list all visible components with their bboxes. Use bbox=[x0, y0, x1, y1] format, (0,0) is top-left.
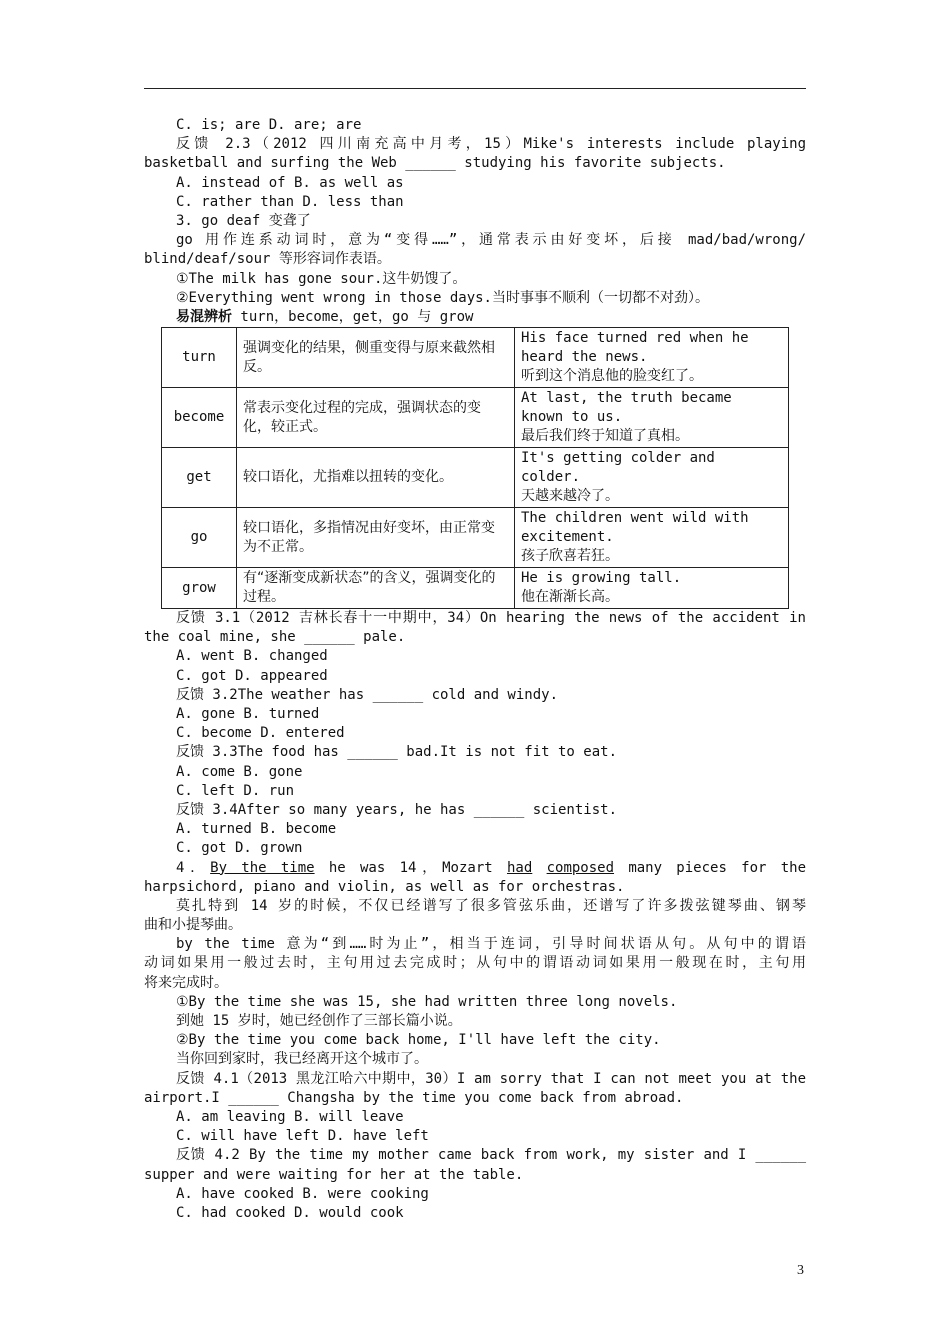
text-line: basketball and surfing the Web ______ studying his favorite subjects. bbox=[144, 155, 726, 172]
example-english: The children went wild with excitement. bbox=[521, 510, 749, 546]
word-cell: go bbox=[162, 508, 237, 568]
word-cell: become bbox=[162, 388, 237, 448]
text-line: C. got D. grown bbox=[176, 840, 303, 857]
item-4-text: he was 14，Mozart bbox=[314, 859, 507, 876]
text-line: ②By the time you come back home, I'll have left the city. bbox=[176, 1032, 661, 1049]
example-english: It's getting colder and colder. bbox=[521, 450, 715, 486]
text-block-3 bbox=[144, 878, 806, 1223]
word-cell: turn bbox=[162, 328, 237, 388]
table-row bbox=[162, 508, 789, 568]
header-rule bbox=[144, 88, 806, 89]
example-chinese: 最后我们终于知道了真相。 bbox=[521, 428, 689, 445]
text-line: 反馈 3.4After so many years, he has ______ scientist. bbox=[176, 801, 618, 818]
text-line: 动词如果用一般过去时，主句用过去完成时；从句中的谓语动词如果用一般现在时，主句用 bbox=[144, 955, 806, 972]
text-line: 莫扎特到 14 岁的时候，不仅已经谱写了很多管弦乐曲，还谱写了许多拨弦键琴曲、钢琴 bbox=[176, 897, 806, 914]
compare-heading bbox=[144, 308, 806, 327]
example-chinese: 听到这个消息他的脸变红了。 bbox=[521, 368, 703, 385]
composed-underlined: composed bbox=[546, 859, 615, 876]
text-line: 反馈 2.3（2012 四川南充高中月考，15）Mike's interests include playing bbox=[176, 136, 806, 153]
had-underlined: had bbox=[507, 859, 533, 876]
compare-heading-words: turn，become，get，go 与 grow bbox=[232, 308, 474, 325]
text-line: by the time 意为“到……时为止”，相当于连词，引导时间状语从句。从句中的谓语 bbox=[176, 936, 806, 953]
page-content bbox=[144, 116, 806, 1223]
example-english: His face turned red when he heard the news. bbox=[521, 330, 749, 366]
text-line: C. become D. entered bbox=[176, 725, 345, 742]
example-cell bbox=[515, 328, 789, 388]
text-line: 当你回到家时，我已经离开这个城市了。 bbox=[176, 1051, 428, 1068]
item-4-line bbox=[144, 859, 806, 878]
table-row bbox=[162, 448, 789, 508]
text-line: blind/deaf/sour 等形容词作表语。 bbox=[144, 251, 391, 268]
example-cell bbox=[515, 388, 789, 448]
meaning-cell: 常表示变化过程的完成，强调状态的变化，较正式。 bbox=[237, 388, 515, 448]
text-line: A. have cooked B. were cooking bbox=[176, 1185, 429, 1202]
comparison-table bbox=[161, 327, 789, 609]
table-row bbox=[162, 568, 789, 609]
text-block-1 bbox=[144, 116, 806, 308]
example-english: At last, the truth became known to us. bbox=[521, 390, 732, 426]
by-the-time-underlined: By the time bbox=[210, 859, 315, 876]
item-4-number: 4． bbox=[176, 859, 211, 876]
example-cell bbox=[515, 448, 789, 508]
text-line: supper and were waiting for her at the table. bbox=[144, 1166, 524, 1183]
text-line: C. got D. appeared bbox=[176, 667, 328, 684]
meaning-cell: 强调变化的结果，侧重变得与原来截然相反。 bbox=[237, 328, 515, 388]
example-chinese: 孩子欣喜若狂。 bbox=[521, 548, 619, 565]
text-line: A. gone B. turned bbox=[176, 706, 320, 722]
text-line: C. rather than D. less than bbox=[176, 193, 404, 210]
text-line: 反馈 3.3The food has ______ bad.It is not fit to eat. bbox=[176, 744, 618, 761]
example-chinese: 他在渐渐长高。 bbox=[521, 589, 619, 606]
text-line: A. am leaving B. will leave bbox=[176, 1108, 404, 1125]
text-line: ②Everything went wrong in those days.当时事事不顺利（一切都不对劲）。 bbox=[176, 289, 709, 306]
text-line: ①The milk has gone sour.这牛奶馊了。 bbox=[176, 270, 467, 287]
text-line: 3. go deaf 变聋了 bbox=[176, 212, 311, 229]
text-line: the coal mine, she ______ pale. bbox=[144, 629, 406, 646]
meaning-cell: 较口语化，多指情况由好变坏，由正常变为不正常。 bbox=[237, 508, 515, 568]
text-line: 反馈 3.2The weather has ______ cold and windy. bbox=[176, 686, 559, 703]
text-line: ①By the time she was 15, she had written three long novels. bbox=[176, 993, 678, 1010]
item-4-text-end: many pieces for the bbox=[614, 859, 807, 876]
text-line: C. is; are D. are; are bbox=[176, 117, 362, 133]
page-number: 3 bbox=[797, 1263, 804, 1278]
text-line: 反馈 3.1（2012 吉林长春十一中期中，34）On hearing the news of the accident in bbox=[176, 610, 806, 627]
meaning-cell: 较口语化，尤指难以扭转的变化。 bbox=[237, 448, 515, 508]
table-row bbox=[162, 328, 789, 388]
text-line: 反馈 4.1（2013 黑龙江哈六中期中，30）I am sorry that I can not meet you at the bbox=[176, 1070, 806, 1087]
text-line: 曲和小提琴曲。 bbox=[144, 917, 242, 934]
text-line: 将来完成时。 bbox=[144, 974, 228, 991]
text-line: C. had cooked D. would cook bbox=[176, 1204, 404, 1221]
example-english: He is growing tall. bbox=[521, 570, 682, 587]
text-line: A. come B. gone bbox=[176, 763, 303, 780]
text-line: C. left D. run bbox=[176, 782, 295, 799]
text-line: A. turned B. become bbox=[176, 821, 337, 838]
example-cell bbox=[515, 508, 789, 568]
text-block-2 bbox=[144, 609, 806, 858]
example-cell bbox=[515, 568, 789, 609]
example-chinese: 天越来越冷了。 bbox=[521, 488, 619, 505]
text-line: C. will have left D. have left bbox=[176, 1128, 429, 1145]
text-line: 反馈 4.2 By the time my mother came back from work, my sister and I ______ bbox=[176, 1147, 806, 1164]
text-line: A. instead of B. as well as bbox=[176, 174, 404, 191]
text-line: 到她 15 岁时，她已经创作了三部长篇小说。 bbox=[176, 1013, 462, 1029]
compare-heading-label: 易混辨析 bbox=[176, 308, 232, 325]
meaning-cell: 有“逐渐变成新状态”的含义，强调变化的过程。 bbox=[237, 568, 515, 609]
table-row bbox=[162, 388, 789, 448]
text-line: airport.I ______ Changsha by the time you come back from abroad. bbox=[144, 1089, 684, 1106]
text-line: go 用作连系动词时，意为“变得……”，通常表示由好变坏，后接 mad/bad/wrong/ bbox=[176, 232, 806, 249]
word-cell: get bbox=[162, 448, 237, 508]
text-line: harpsichord, piano and violin, as well as for orchestras. bbox=[144, 878, 625, 895]
word-cell: grow bbox=[162, 568, 237, 609]
text-line: A. went B. changed bbox=[176, 648, 328, 665]
